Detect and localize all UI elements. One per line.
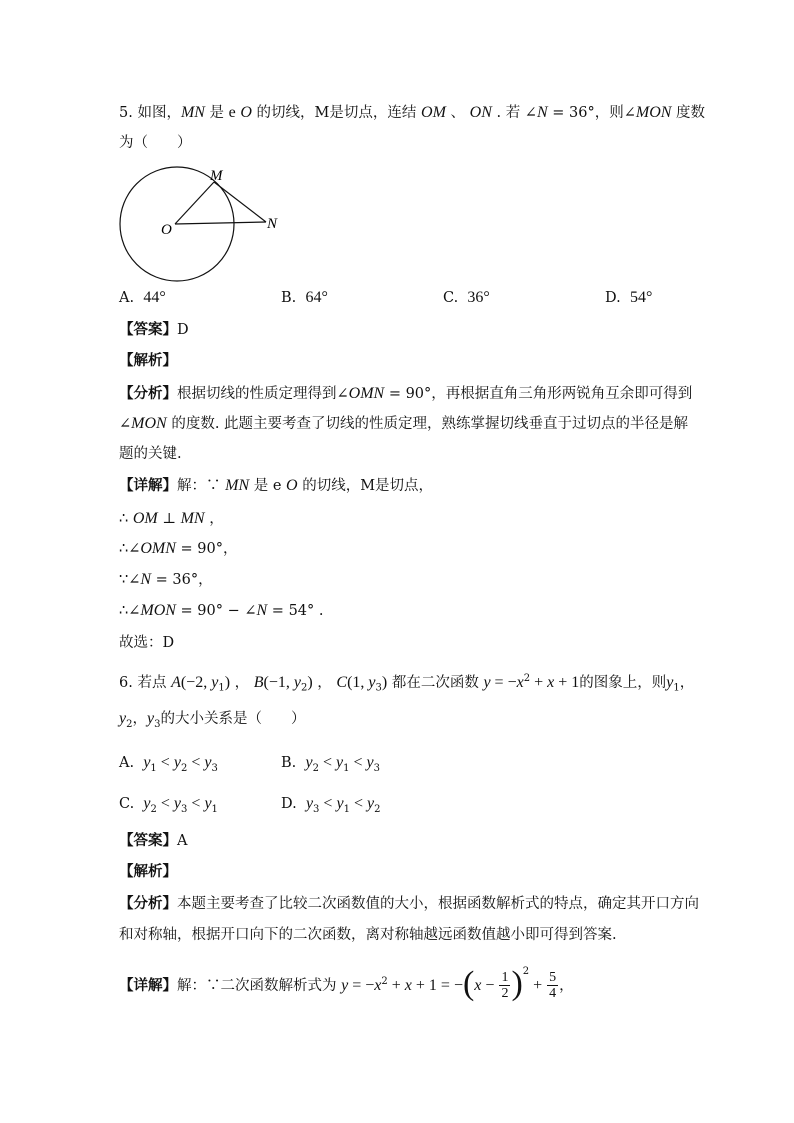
q6-option-a: A. $y_1 < y_2 < y_3$ [119,754,218,774]
q5-detail-step3: ∵∠N = 36°， [119,571,213,588]
q5-option-c: C. 36° [443,289,490,306]
q6-analysis-line1: 【分析】本题主要考查了比较二次函数值的大小，根据函数解析式的特点，确定其开口方向 [119,895,699,912]
q6-explain-tag: 【解析】 [119,863,177,880]
fraction-one-half: $\frac{1}{2}$ [501,970,509,1002]
q5-analysis-line2: ∠MON 的度数. 此题主要考查了切线的性质定理，熟练掌握切线垂直于过切点的半径是解 [119,415,689,432]
q5-detail-line1: 【详解】解：∵ MN 是 e O 的切线，M是切点， [119,477,434,494]
segment-mn [214,182,266,222]
q5-option-b: B. 64° [281,289,328,306]
q5-stem-line1: 5. 如图，MN 是 e O 的切线，M是切点，连结 OM 、 ON . 若 ∠N = 36°，则∠MON 度数 [119,104,706,121]
q5-analysis-line1: 【分析】根据切线的性质定理得到∠OMN = 90°，再根据直角三角形两锐角互余即可得到 [119,385,693,402]
fraction-five-fourths: $\frac{5}{4}$ [549,970,557,1002]
label-m: M [210,168,223,184]
q6-analysis-line2: 和对称轴，根据开口向下的二次函数，离对称轴越远函数值越小即可得到答案. [119,927,617,943]
label-n: N [267,216,278,232]
q5-stem-line2: 为（ ） [119,135,192,151]
segment-on [175,222,266,224]
q5-option-d: D. 54° [605,289,653,306]
q6-option-c: C. $y_2 < y_3 < y_1$ [119,795,218,815]
q5-option-a: A. 44° [119,289,166,306]
segment-om [175,182,214,224]
q6-detail-line1: 【详解】解：∵二次函数解析式为 $y = -x^2 + x + 1 = -(x$ − $\frac{1}{2}$ )$^2$ + $\frac{5}{4}$ ， [119,964,574,1002]
q5-detail-step4: ∴∠MON = 90° − ∠N = 54° . [119,602,324,619]
q5-detail-step1: ∴ OM ⊥ MN ， [119,510,224,527]
q5-answer: 【答案】D [119,321,189,338]
q5-choose: 故选：D [119,635,175,651]
q5-analysis-line3: 题的关键. [119,446,182,462]
label-o: O [161,222,172,238]
q6-answer: 【答案】A [119,832,188,849]
q6-stem-line2: $y_2$，$y_3$的大小关系是（ ） [119,710,306,730]
q5-explain-tag: 【解析】 [119,352,177,369]
q6-option-d: D. $y_3 < y_1 < y_2$ [281,795,381,815]
q5-detail-step2: ∴∠OMN = 90°， [119,540,238,557]
q6-option-b: B. $y_2 < y_1 < y_3$ [281,754,380,774]
q6-stem-line1: 6. 若点 A(−2, $y_1$) ， B(−1, $y_2$) ， C(1, $y_3$) 都在二次函数 $y = -x^2 + x + 1$的图象上，则$y_1$， [119,673,695,694]
